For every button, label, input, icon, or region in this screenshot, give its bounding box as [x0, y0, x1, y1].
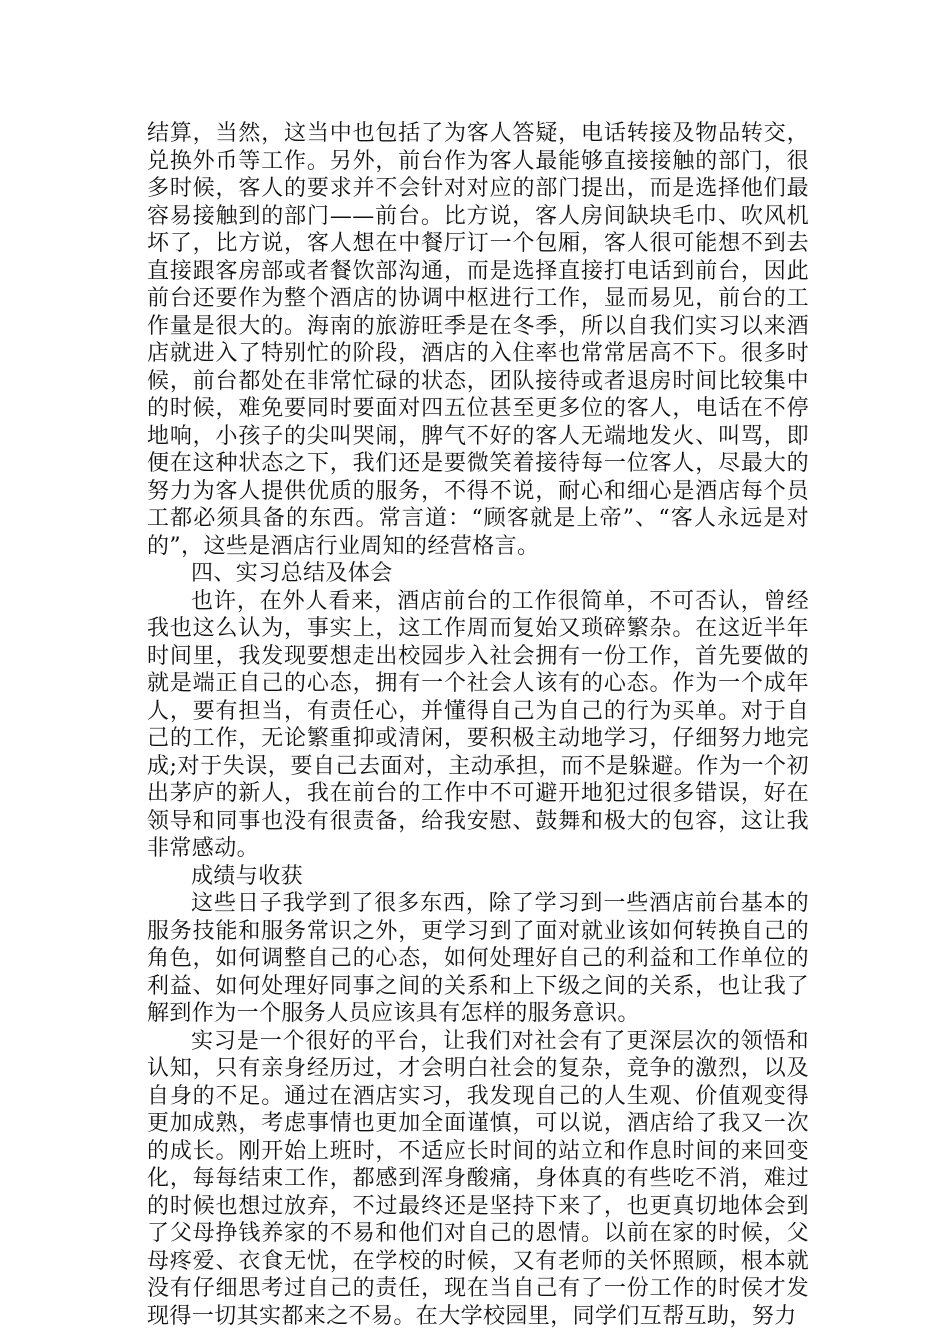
body-paragraph-3: 这些日子我学到了很多东西，除了学习到一些酒店前台基本的服务技能和服务常识之外，更学习到了面对就业该如何转换自己的角色，如何调整自己的心态，如何处理好自己的利益和工作单位的利益、如何处理好同事之间的关系和上下级之间的关系，也让我了解到作为一个服务人员应该具有怎样的服务意识。 [147, 891, 809, 1026]
section-heading-achievements: 成绩与收获 [191, 863, 304, 889]
document-page [147, 120, 809, 1330]
body-paragraph-2: 也许，在外人看来，酒店前台的工作很简单，不可否认，曾经我也这么认为，事实上，这工作周而复始又琐碎繁杂。在这近半年时间里，我发现要想走出校园步入社会拥有一份工作，首先要做的就是端正自己的心态，拥有一个社会人该有的心态。作为一个成年人，要有担当，有责任心，并懂得自己为自己的行为买单。对于自己的工作，无论繁重抑或清闲，要积极主动地学习，仔细努力地完成;对于失误，要自己去面对，主动承担，而不是躲避。作为一个初出茅庐的新人，我在前台的工作中不可避开地犯过很多错误，好在领导和同事也没有很责备，给我安慰、鼓舞和极大的包容，这让我非常感动。 [147, 588, 809, 861]
body-paragraph-1: 结算，当然，这当中也包括了为客人答疑，电话转接及物品转交，兑换外币等工作。另外，前台作为客人最能够直接接触的部门，很多时候，客人的要求并不会针对对应的部门提出，而是选择他们最容易接触到的部门——前台。比方说，客人房间缺块毛巾、吹风机坏了，比方说，客人想在中餐厅订一个包厢，客人很可能想不到去直接跟客房部或者餐饮部沟通，而是选择直接打电话到前台，因此前台还要作为整个酒店的协调中枢进行工作，显而易见，前台的工作量是很大的。海南的旅游旺季是在冬季，所以自我们实习以来酒店就进入了特别忙的阶段，酒店的入住率也常常居高不下。很多时候，前台都处在非常忙碌的状态，团队接待或者退房时间比较集中的时候，难免要同时要面对四五位甚至更多位的客人，电话在不停地响，小孩子的尖叫哭闹，脾气不好的客人无端地发火、叫骂，即便在这种状态之下，我们还是要微笑着接待每一位客人，尽最大的努力为客人提供优质的服务，不得不说，耐心和细心是酒店每个员工都必须具备的东西。常言道：“顾客就是上帝”、“客人永远是对的”，这些是酒店行业周知的经营格言。 [147, 121, 809, 559]
body-paragraph-4: 实习是一个很好的平台，让我们对社会有了更深层次的领悟和认知，只有亲身经历过，才会明白社会的复杂，竞争的激烈，以及自身的不足。通过在酒店实习，我发现自己的人生观、价值观变得更加成熟，考虑事情也更加全面谨慎，可以说，酒店给了我又一次的成长。刚开始上班时，不适应长时间的站立和作息时间的来回变化，每每结束工作，都感到浑身酸痛，身体真的有些吃不消，难过的时候也想过放弃，不过最终还是坚持下来了，也更真切地体会到了父母挣钱养家的不易和他们对自己的恩情。以前在家的时候，父母疼爱、衣食无忧，在学校的时候，又有老师的关怀照顾，根本就没有仔细思考过自己的责任，现在当自己有了一份工作的时侯才发现得一切其实都来之不易。在大学校园里，同学们互帮互助，努力 [147, 1028, 809, 1329]
section-heading-summary: 四、实习总结及体会 [191, 561, 393, 586]
